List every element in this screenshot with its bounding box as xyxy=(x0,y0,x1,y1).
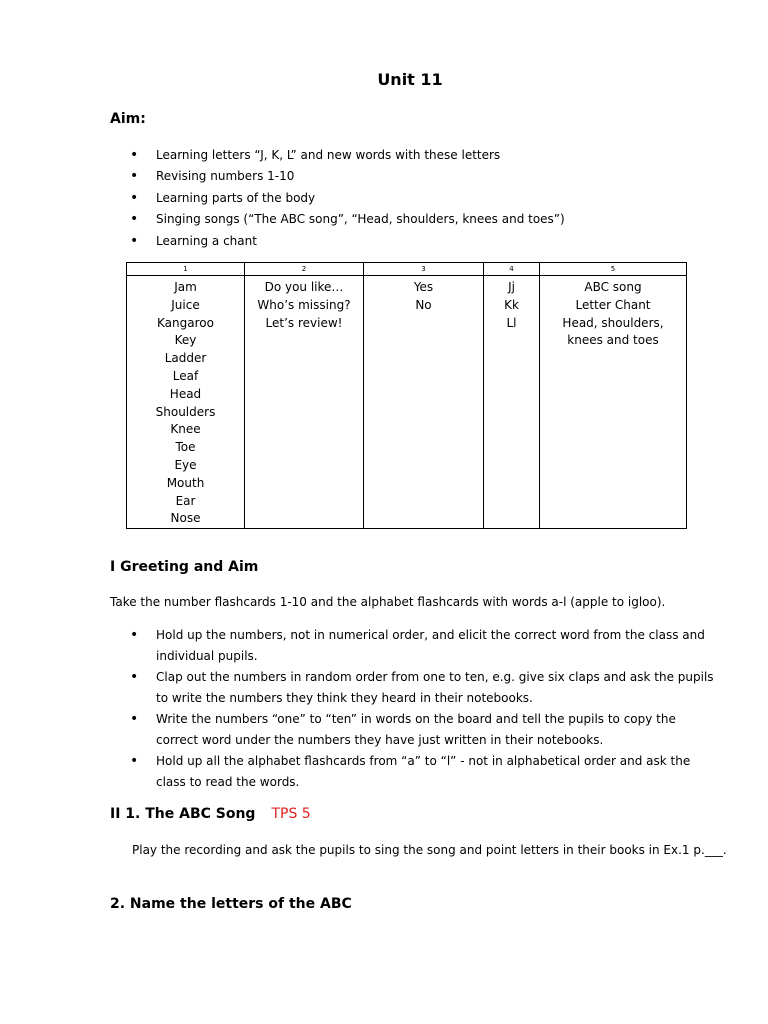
greeting-heading: I Greeting and Aim xyxy=(110,559,259,575)
cell-word: Leaf xyxy=(172,368,199,383)
cell-word: Nose xyxy=(170,511,201,526)
cell-word: Kangaroo xyxy=(157,315,214,330)
aim-item: • Singing songs (“The ABC song”, “Head, shoulders, knees and toes”) xyxy=(128,209,688,230)
column-header: 1 xyxy=(127,263,245,276)
column-header: 3 xyxy=(364,263,484,276)
greeting-item: • Hold up the numbers, not in numerical order, and elicit the correct word from the class and individual pupils. xyxy=(128,625,718,667)
cell-word: Key xyxy=(174,333,197,348)
aim-heading: Aim: xyxy=(110,111,146,127)
aim-list xyxy=(128,145,688,252)
abc-song-text: Play the recording and ask the pupils to sing the song and point letters in their books in Ex.1 p.___. xyxy=(132,843,727,857)
column-header: 2 xyxy=(245,263,364,276)
vocabulary-table xyxy=(126,262,687,529)
tps-label: TPS 5 xyxy=(271,806,311,822)
column-header: 5 xyxy=(540,263,687,276)
cell-word: Ladder xyxy=(164,351,207,366)
table-cell xyxy=(540,276,687,529)
aim-item: • Learning letters “J, K, L” and new words with these letters xyxy=(128,145,688,166)
cell-word: Juice xyxy=(171,297,200,312)
aim-item: • Learning parts of the body xyxy=(128,188,688,209)
greeting-item: • Write the numbers “one” to “ten” in words on the board and tell the pupils to copy the correct word under the numbers they have just written in their notebooks. xyxy=(128,709,718,751)
greeting-intro: Take the number flashcards 1-10 and the alphabet flashcards with words a-l (apple to igloo). xyxy=(110,595,666,609)
greeting-item: • Hold up all the alphabet flashcards from “a” to “l” - not in alphabetical order and ask the class to read the words. xyxy=(128,751,718,793)
cell-song: ABC song xyxy=(584,280,642,294)
cell-word: Yes xyxy=(413,280,434,294)
cell-phrase: Do you like… xyxy=(264,280,344,294)
table-cell xyxy=(245,276,364,529)
cell-letter: Ll xyxy=(506,315,517,330)
name-letters-heading: 2. Name the letters of the ABC xyxy=(110,896,352,912)
cell-phrase: Who’s missing? xyxy=(257,297,351,312)
abc-song-heading xyxy=(110,806,311,822)
greeting-list xyxy=(128,625,718,793)
cell-word: Toe xyxy=(175,440,196,455)
table-cell xyxy=(484,276,540,529)
table-row xyxy=(127,276,687,529)
cell-word: Ear xyxy=(175,493,196,508)
cell-word: Eye xyxy=(174,457,197,472)
aim-item: • Revising numbers 1-10 xyxy=(128,166,688,187)
cell-phrase: Let’s review! xyxy=(265,315,343,330)
greeting-item: • Clap out the numbers in random order from one to ten, e.g. give six claps and ask the pupils to write the numbers they think they heard in their notebooks. xyxy=(128,667,718,709)
cell-letter: Jj xyxy=(508,280,515,294)
cell-song: Letter Chant xyxy=(575,297,651,312)
cell-song: knees and toes xyxy=(567,333,659,348)
cell-word: Jam xyxy=(174,280,197,294)
cell-word: Shoulders xyxy=(155,404,216,419)
aim-item: • Learning a chant xyxy=(128,231,688,252)
cell-song: Head, shoulders, xyxy=(562,315,664,330)
cell-letter: Kk xyxy=(504,297,519,312)
table-cell xyxy=(127,276,245,529)
table-cell xyxy=(364,276,484,529)
cell-word: Mouth xyxy=(166,475,205,490)
cell-word: Head xyxy=(169,386,202,401)
cell-word: No xyxy=(415,297,432,312)
page-title: Unit 11 xyxy=(377,70,443,89)
abc-song-heading-text: II 1. The ABC Song xyxy=(110,806,256,822)
column-header: 4 xyxy=(484,263,540,276)
cell-word: Knee xyxy=(170,422,201,437)
table-header-row xyxy=(127,263,687,276)
